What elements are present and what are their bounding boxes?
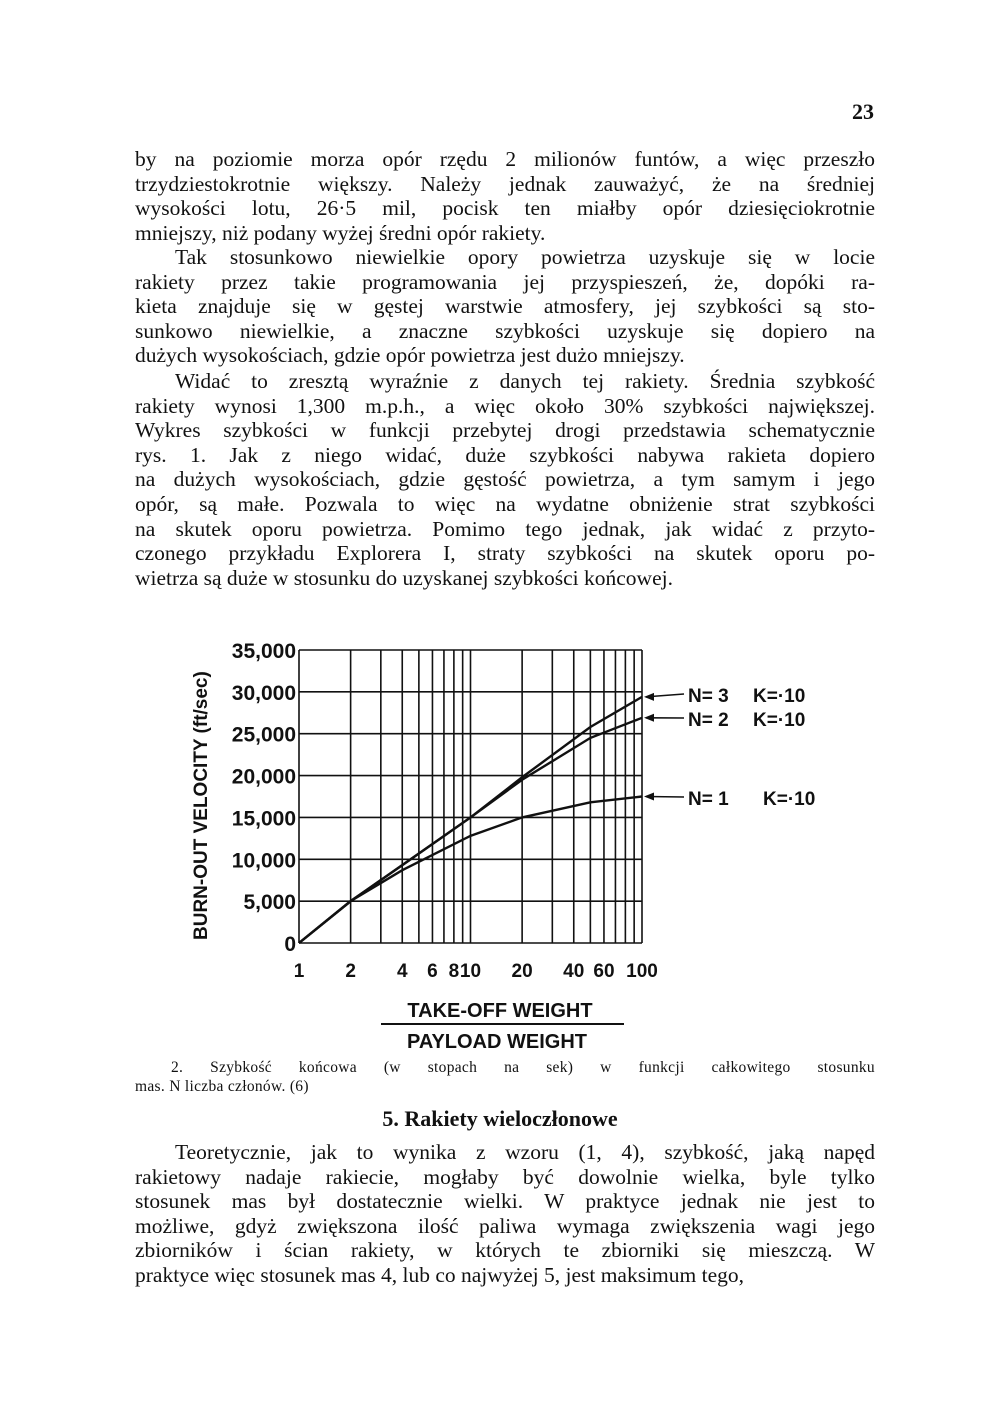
chart-legend bbox=[644, 686, 815, 810]
caption-line-1: 2. Szybkość końcowa (w stopach na sek) w funkcji całkowitego stosunku bbox=[171, 1059, 875, 1076]
text-line: opór, są małe. Pozwala to więc na wydatne obniżenie strat szybkości bbox=[135, 491, 875, 516]
y-tick-label: 25,000 bbox=[231, 723, 296, 747]
text-line: możliwe, gdyż zwiększona ilość paliwa wymaga zwiększenia wagi jego bbox=[135, 1213, 875, 1238]
page-number: 23 bbox=[852, 99, 874, 124]
x-tick-label: 1 bbox=[293, 961, 305, 982]
text-line: Teoretycznie, jak to wynika z wzoru (1, 4), szybkość, jaką napęd bbox=[175, 1140, 875, 1164]
figure-caption bbox=[135, 1058, 875, 1096]
y-tick-label: 30,000 bbox=[231, 681, 296, 705]
arrow-icon bbox=[644, 693, 654, 701]
text-line: na dużych wysokościach, gdzie gęstość powietrza, a tym samym i jego bbox=[135, 467, 875, 492]
text-line: trzydziestokrotnie większy. Należy jednak zauważyć, że na średniej bbox=[135, 171, 875, 196]
text-line: sunkowo niewielkie, a znaczne szybkości uzyskuje się dopiero na bbox=[135, 318, 875, 343]
text-line: Wykres szybkości w funkcji przebytej drogi przedstawia schematycznie bbox=[135, 418, 875, 443]
text-line: praktyce więc stosunek mas 4, lub co najwyżej 5, jest maksimum tego, bbox=[135, 1262, 745, 1287]
text-line: dużych wysokościach, gdzie opór powietrza jest dużo mniejszy. bbox=[135, 343, 685, 368]
arrow-icon bbox=[644, 793, 654, 801]
text-line: rakiety wynosi 1,300 m.p.h., a więc około 30% szybkości największej. bbox=[135, 393, 875, 418]
legend-label-n: N= 1 bbox=[688, 789, 729, 810]
text-line: wietrza są duże w stosunku do uzyskanej szybkości końcowej. bbox=[135, 565, 673, 590]
text-line: rakietowy nadaje rakiecie, mogłaby być dowolnie wielka, byle tylko bbox=[135, 1164, 875, 1189]
x-axis-label-denominator: PAYLOAD WEIGHT bbox=[406, 1031, 588, 1053]
paragraph-2 bbox=[135, 245, 875, 368]
text-line: stosunek mas był dostatecznie wielki. W praktyce jednak nie jest to bbox=[135, 1189, 875, 1214]
legend-label-n: N= 2 bbox=[688, 710, 729, 731]
legend-label-k: K=·10 bbox=[763, 789, 816, 810]
y-tick-label: 0 bbox=[284, 933, 296, 956]
paragraph-3 bbox=[135, 369, 875, 590]
y-tick-label: 35,000 bbox=[231, 640, 296, 663]
paragraph-4 bbox=[135, 1140, 875, 1288]
paragraph-1 bbox=[135, 147, 875, 245]
text-line: kieta znajduje się w gęstej warstwie atmosfery, jej szybkości są sto- bbox=[135, 294, 875, 319]
x-axis-tick-labels bbox=[294, 961, 658, 982]
caption-line-2: mas. N liczba członów. (6) bbox=[135, 1078, 309, 1095]
x-axis-label-numerator: TAKE-OFF WEIGHT bbox=[407, 1000, 593, 1022]
x-tick-label: 40 bbox=[563, 961, 585, 982]
x-tick-label: 20 bbox=[511, 961, 533, 982]
text-line: czonego przykładu Explorera I, straty szybkości na skutek oporu po- bbox=[135, 541, 875, 566]
x-tick-label: 6 bbox=[427, 961, 438, 982]
legend-label-n: N= 3 bbox=[688, 686, 729, 707]
section-heading: 5. Rakiety wieloczłonowe bbox=[382, 1106, 618, 1131]
y-tick-label: 10,000 bbox=[231, 849, 296, 873]
x-tick-label: 60 bbox=[593, 961, 615, 982]
x-tick-label: 10 bbox=[459, 961, 482, 982]
figure-chart bbox=[0, 600, 1000, 1060]
text-line: na skutek oporu powietrza. Pomimo tego jednak, jak widać z przyto- bbox=[135, 516, 875, 541]
chart-grid bbox=[299, 650, 642, 943]
text-line: Tak stosunkowo niewielkie opory powietrza uzyskuje się w locie bbox=[175, 245, 875, 269]
y-axis-label: BURN-OUT VELOCITY (ft/sec) bbox=[191, 671, 212, 940]
x-tick-label: 4 bbox=[396, 961, 408, 982]
text-line: zbiorników i ścian rakiety, w których te zbiorniki się mieszczą. W bbox=[135, 1238, 875, 1263]
text-line: wysokości lotu, 26·5 mil, pocisk ten miałby opór dziesięciokrotnie bbox=[135, 196, 875, 221]
text-line: mniejszy, niż podany wyżej średni opór rakiety. bbox=[135, 220, 546, 245]
legend-label-k: K=·10 bbox=[753, 686, 806, 707]
y-axis-tick-labels bbox=[232, 640, 296, 956]
text-line: Widać to zresztą wyraźnie z danych tej rakiety. Średnia szybkość bbox=[175, 369, 875, 393]
y-tick-label: 20,000 bbox=[231, 765, 296, 789]
text-line: rys. 1. Jak z niego widać, duże szybkości nabywa rakieta dopiero bbox=[135, 442, 875, 467]
x-tick-label: 100 bbox=[626, 961, 658, 982]
legend-label-k: K=·10 bbox=[753, 710, 806, 731]
x-tick-label: 2 bbox=[345, 961, 356, 982]
y-tick-label: 5,000 bbox=[243, 891, 296, 915]
text-line: by na poziomie morza opór rzędu 2 milionów funtów, a więc przeszło bbox=[135, 147, 875, 171]
y-tick-label: 15,000 bbox=[231, 807, 296, 831]
text-line: rakiety przez takie programowania jej przyspieszeń, że, dopóki ra- bbox=[135, 269, 875, 294]
arrow-icon bbox=[644, 714, 654, 722]
x-tick-label: 8 bbox=[448, 961, 460, 982]
